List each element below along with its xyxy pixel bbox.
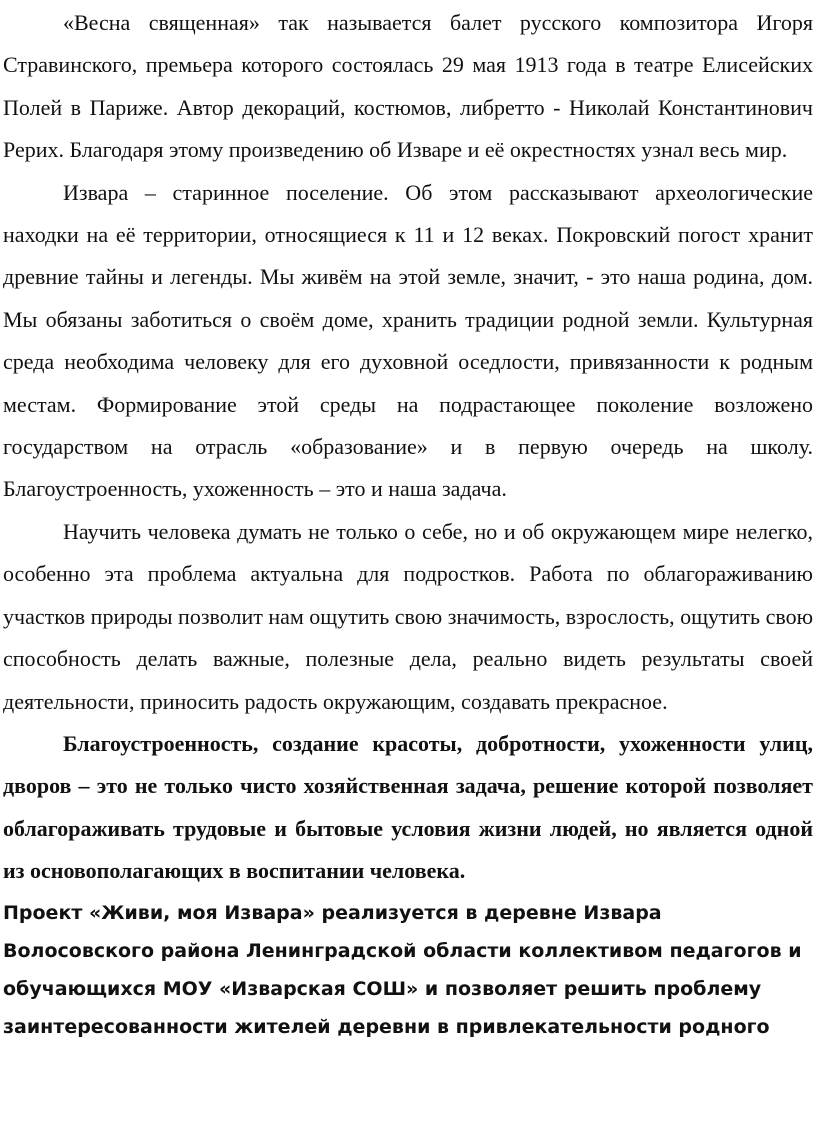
- paragraph-izvara-history: Извара – старинное поселение. Об этом рассказывают археологические находки на её территории, относящиеся к 11 и 12 веках. Покровский погост хранит древние тайны и легенды. Мы живём на этой земле, значит, - это наша родина, дом. Мы обязаны заботиться о своём доме, хранить традиции родной земли. Культурная среда необходима человеку для его духовной оседлости, привязанности к родным местам. Формирование этой среды на подрастающее поколение возложено государством на отрасль «образование» и в первую очередь на школу. Благоустроенность, ухоженность – это и наша задача.: [3, 179, 813, 502]
- paragraph-project: Проект «Живи, моя Извара» реализуется в деревне Извара Волосовского района Ленинградской области коллективом педагогов и обучающихся МОУ «Изварская СОШ» и позволяет решить проблему заинтересованности жителей деревни в привлекательности родного: [3, 901, 802, 1038]
- paragraph-rite-of-spring: «Весна священная» так называется балет русского композитора Игоря Стравинского, премьера которого состоялась 29 мая 1913 года в театре Елисейских Полей в Париже. Автор декораций, костюмов, либретто - Николай Константинович Рерих. Благодаря этому произведению об Изваре и её окрестностях узнал весь мир.: [3, 10, 813, 163]
- paragraph-landscaping-bold: Благоустроенность, создание красоты, добротности, ухоженности улиц, дворов – это не только чисто хозяйственная задача, решение которой позволяет облагораживать трудовые и бытовые условия жизни людей, но является одной из основополагающих в воспитании человека.: [3, 730, 813, 884]
- document-page: [3, 0, 813, 1046]
- paragraph-teaching: Научить человека думать не только о себе, но и об окружающем мире нелегко, особенно эта проблема актуальна для подростков. Работа по облагораживанию участков природы позволит нам ощутить свою значимость, взрослость, ощутить свою способность делать важные, полезные дела, реально видеть результаты своей деятельности, приносить радость окружающим, создавать прекрасное.: [3, 518, 814, 714]
